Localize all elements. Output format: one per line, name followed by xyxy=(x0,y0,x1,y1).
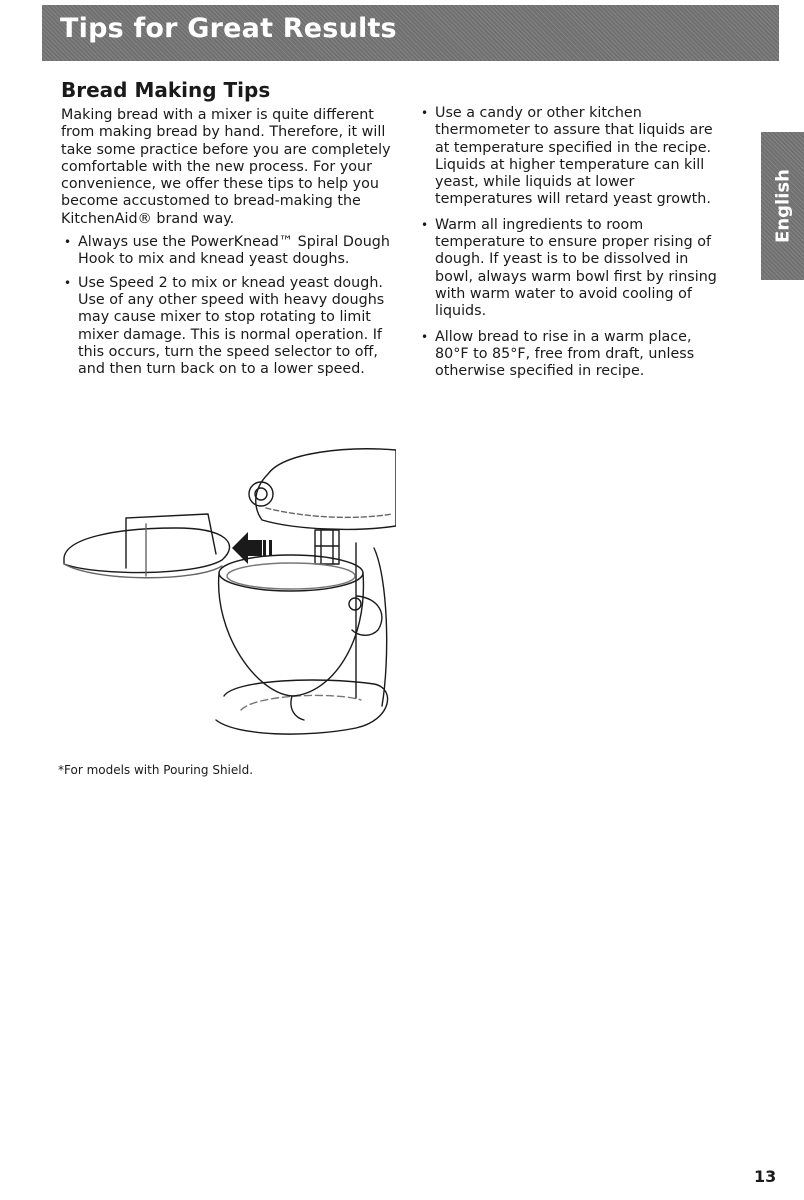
mixing-bowl-rim xyxy=(219,555,363,591)
mixer-pouring-shield-illustration xyxy=(56,448,396,738)
header-banner xyxy=(42,5,779,61)
footnote: *For models with Pouring Shield. xyxy=(58,763,254,777)
tips-list-left xyxy=(61,234,391,378)
left-column xyxy=(61,78,391,384)
arrow-left-icon xyxy=(232,532,272,564)
tip-item: • Warm all ingredients to room temperature to ensure proper rising of dough. If yeast is to be dissolved in bowl, always warm bowl first by rinsing with warm water to avoid cooling of liquids. xyxy=(418,217,718,321)
tip-item: • Use a candy or other kitchen thermometer to assure that liquids are at temperature specified in the recipe. Liquids at higher temperature can kill yeast, while liquids at lower temperatures will retard yeast growth. xyxy=(418,105,718,209)
section-title: Bread Making Tips xyxy=(61,78,271,102)
speed-knob xyxy=(249,482,273,506)
page-title: Tips for Great Results xyxy=(60,13,397,44)
tips-list-right xyxy=(418,105,718,380)
right-column xyxy=(418,105,718,388)
tip-item: • Always use the PowerKnead™ Spiral Dough Hook to mix and knead yeast doughs. xyxy=(61,234,391,269)
intro-paragraph: Making bread with a mixer is quite different from making bread by hand. Therefore, it will take some practice before you are completely comfortable with the new process. For your convenience, we offer these tips to help you become accustomed to bread-making the KitchenAid® brand way. xyxy=(61,107,391,227)
pouring-shield xyxy=(64,528,230,573)
language-tab xyxy=(761,132,804,280)
page-number: 13 xyxy=(754,1167,777,1186)
language-tab-label: English xyxy=(772,169,793,243)
tip-item: • Allow bread to rise in a warm place, 80°F to 85°F, free from draft, unless otherwise specified in recipe. xyxy=(418,329,718,381)
mixer-base xyxy=(216,680,388,734)
tip-item: • Use Speed 2 to mix or knead yeast dough. Use of any other speed with heavy doughs may cause mixer to stop rotating to limit mixer damage. This is normal operation. If this occurs, turn the speed selector to off, and then turn back on to a lower speed. xyxy=(61,275,391,379)
